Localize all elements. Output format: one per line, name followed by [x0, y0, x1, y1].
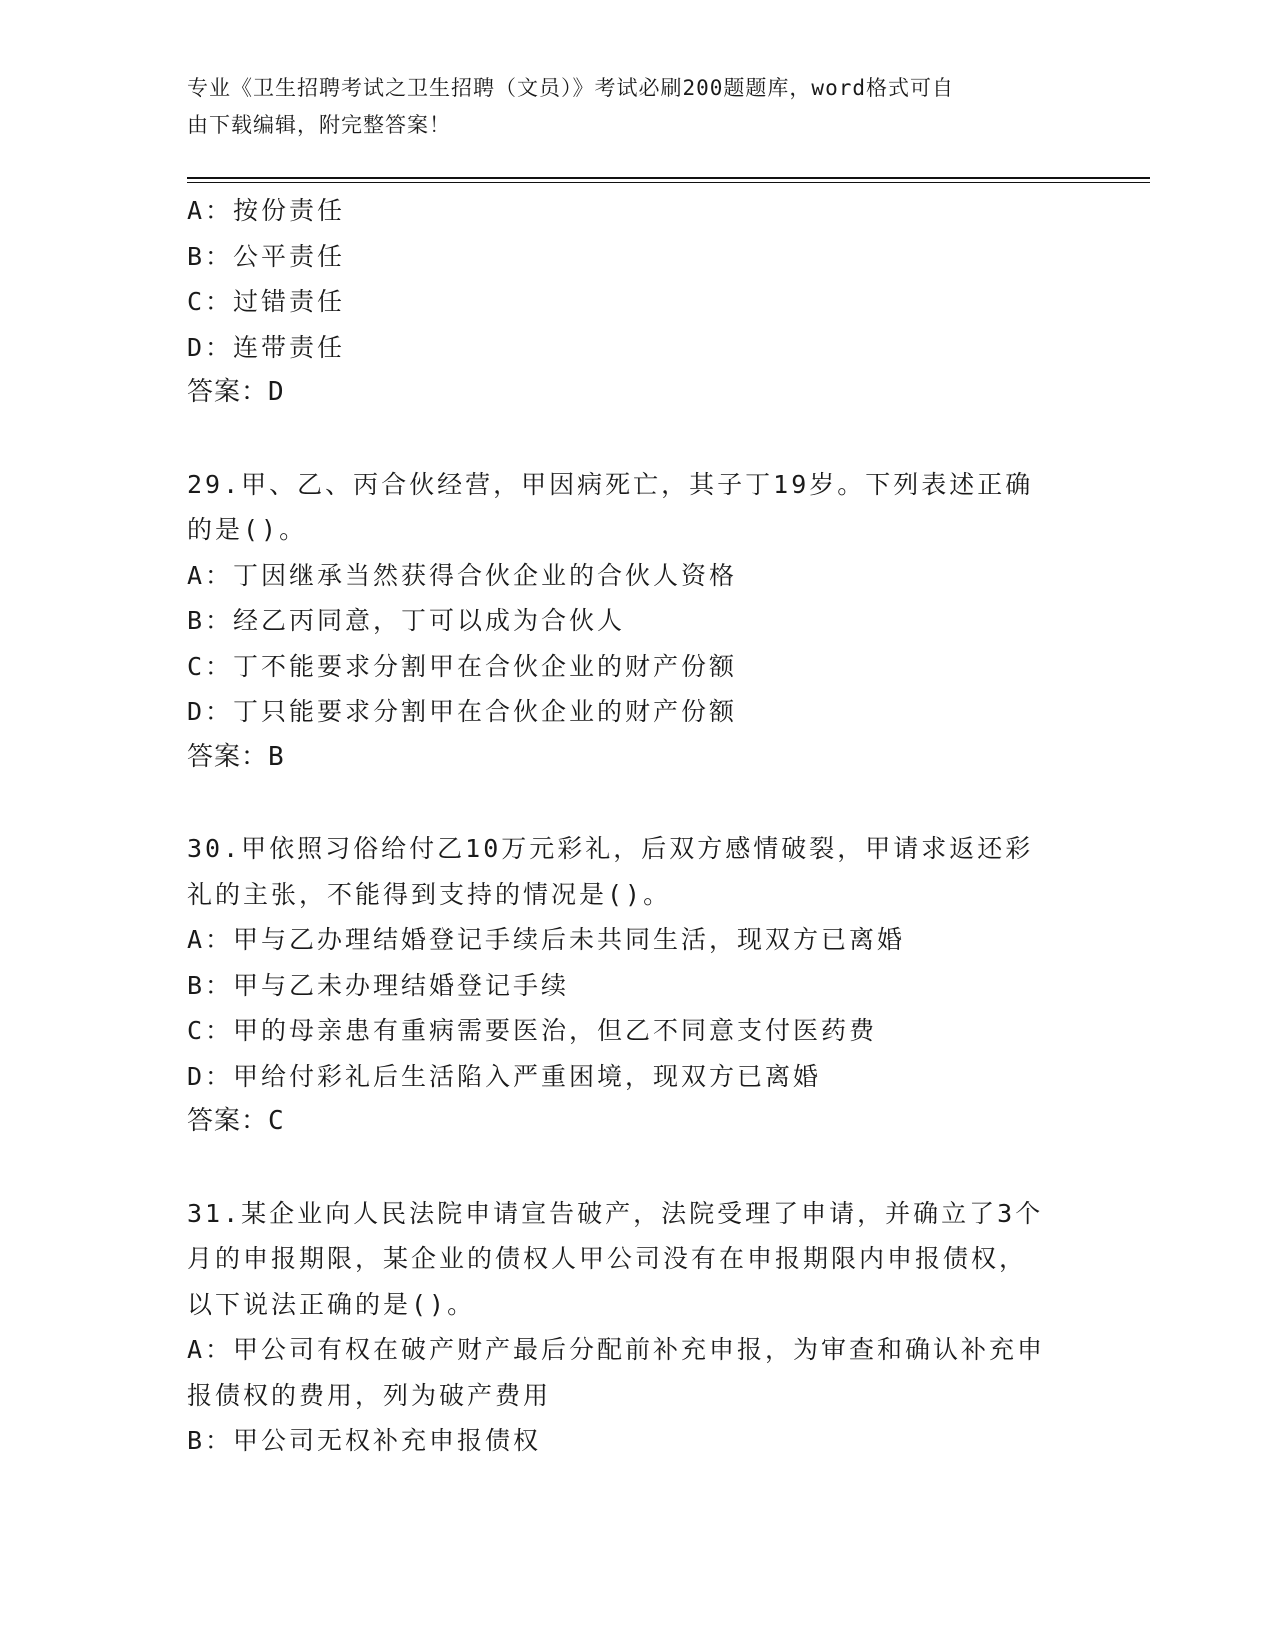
header-divider-thin — [187, 182, 1150, 183]
question-stem-line: 以下说法正确的是()。 — [187, 1289, 476, 1319]
option-b: B：甲公司无权补充申报债权 — [187, 1426, 542, 1455]
option-d: D：丁只能要求分割甲在合伙企业的财产份额 — [187, 697, 738, 726]
question-29 — [187, 462, 1067, 781]
answer-label: 答案：B — [187, 741, 285, 772]
option-a: A：甲与乙办理结婚登记手续后未共同生活，现双方已离婚 — [187, 925, 906, 954]
question-stem-line: 礼的主张，不能得到支持的情况是()。 — [187, 879, 672, 909]
option-a: A：甲公司有权在破产财产最后分配前补充申报，为审查和确认补充申 — [187, 1335, 1046, 1364]
option-c: C：丁不能要求分割甲在合伙企业的财产份额 — [187, 651, 738, 681]
option-d: D：甲给付彩礼后生活陷入严重困境，现双方已离婚 — [187, 1061, 822, 1091]
option-b: B：甲与乙未办理结婚登记手续 — [187, 970, 570, 1000]
header-divider-thick — [187, 177, 1150, 179]
option-c: C：甲的母亲患有重病需要医治，但乙不同意支付医药费 — [187, 1016, 878, 1045]
question-28 — [187, 188, 1067, 416]
header-line-1: 专业《卫生招聘考试之卫生招聘（文员）》考试必刷200题题库，word格式可自 — [187, 76, 954, 100]
question-stem-line: 29.甲、乙、丙合伙经营，甲因病死亡，其子丁19岁。下列表述正确 — [187, 469, 1034, 499]
question-stem-line: 31.某企业向人民法院申请宣告破产，法院受理了申请，并确立了3个 — [187, 1198, 1044, 1228]
option-b: B：经乙丙同意，丁可以成为合伙人 — [187, 606, 626, 635]
spacer — [187, 1145, 1067, 1191]
option-a: A：丁因继承当然获得合伙企业的合伙人资格 — [187, 560, 738, 590]
answer-label: 答案：C — [187, 1106, 285, 1136]
question-stem-line: 月的申报期限，某企业的债权人甲公司没有在申报期限内申报债权， — [187, 1244, 1028, 1273]
question-31 — [187, 1191, 1067, 1464]
question-stem-line: 的是()。 — [187, 515, 308, 544]
option-d: D：连带责任 — [187, 332, 346, 362]
header-line-2: 由下载编辑，附完整答案！ — [187, 113, 451, 137]
option-b: B：公平责任 — [187, 241, 346, 271]
option-a: A：按份责任 — [187, 196, 346, 225]
spacer — [187, 780, 1067, 826]
question-stem-line: 30.甲依照习俗给付乙10万元彩礼，后双方感情破裂，甲请求返还彩 — [187, 834, 1034, 863]
document-body — [187, 188, 1067, 1464]
option-c: C：过错责任 — [187, 287, 346, 316]
document-header — [187, 70, 1067, 144]
question-30 — [187, 826, 1067, 1145]
option-a-continued: 报债权的费用，列为破产费用 — [187, 1380, 552, 1410]
answer-label: 答案：D — [187, 377, 285, 407]
spacer — [187, 416, 1067, 462]
